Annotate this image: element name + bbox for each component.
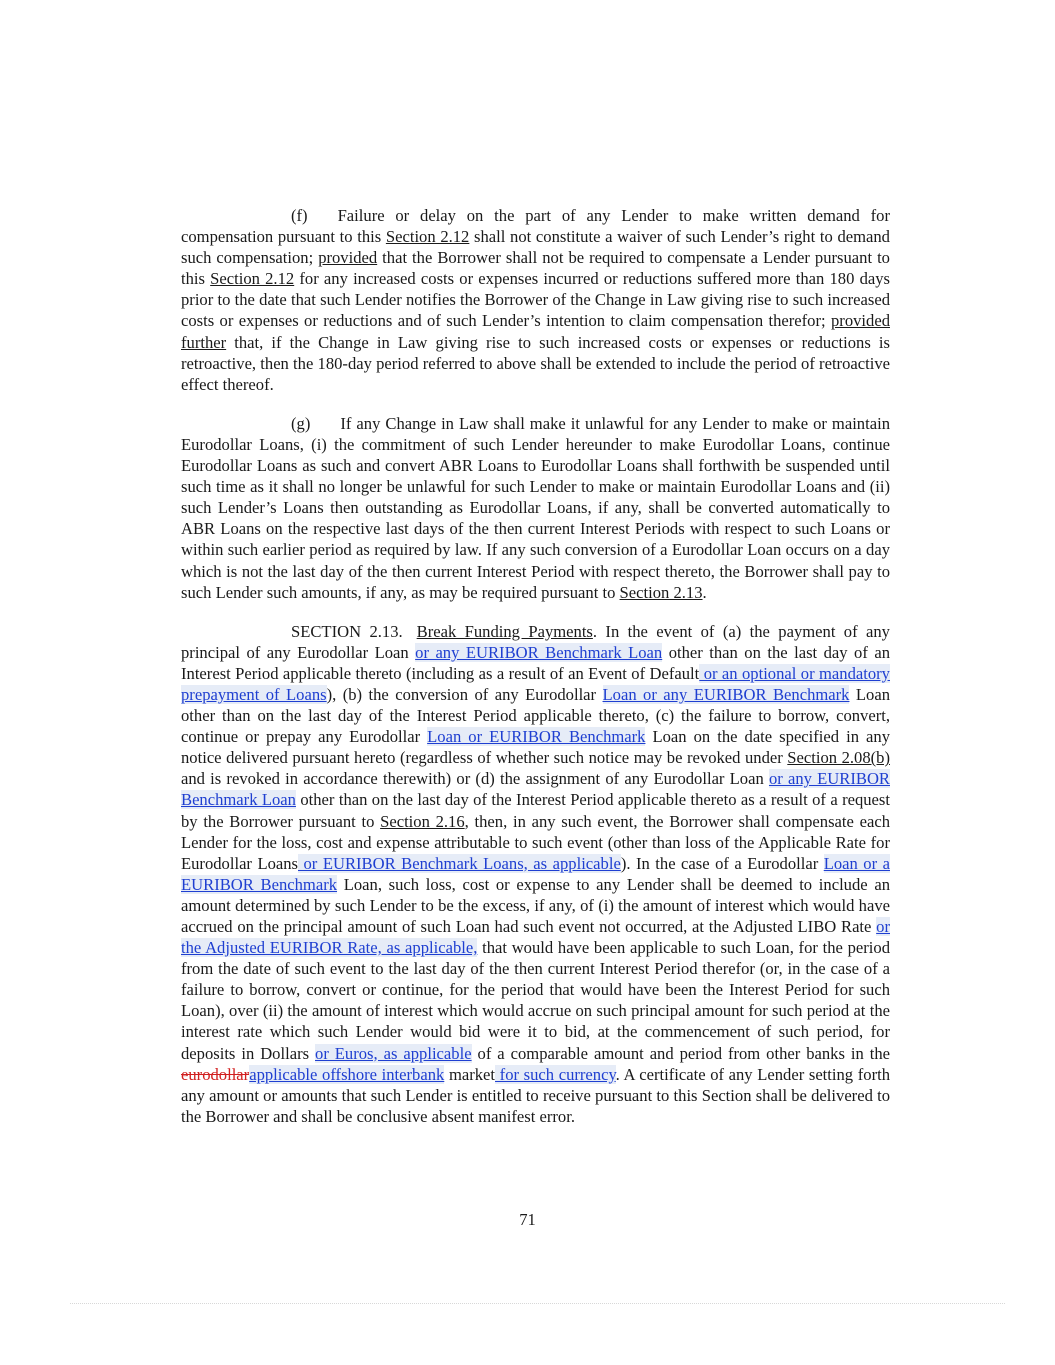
underlined-reference: further xyxy=(181,332,227,352)
inserted-text: or an optional or mandatory prepayment of Loans xyxy=(181,663,890,704)
inserted-text: or any EURIBOR Benchmark Loan xyxy=(415,642,663,662)
paragraph-text xyxy=(181,206,890,394)
underlined-reference: Section 2.16 xyxy=(380,811,465,831)
text-run: ). In the case of a Eurodollar xyxy=(620,853,824,873)
text-run: and is revoked in accordance therewith) or (d) the assignment of any Eurodollar Loan xyxy=(181,769,769,789)
paragraph-f xyxy=(181,205,890,395)
text-run: , then, in any such event, the Borrower shall compensate each Lender for the loss, cost and expense attributable to such event (other than loss of the Applicable Rate for Eurodollar Loans xyxy=(181,811,891,873)
inserted-text: or Euros, as applicable xyxy=(315,1043,472,1063)
inserted-text: applicable offshore interbank xyxy=(249,1064,445,1084)
text-run: that, if the Change in Law giving rise to such increased costs or expenses or reductions is retroactive, then the 180-day period referred to above shall be extended to include the period of retroactive effect thereof. xyxy=(181,332,890,394)
underlined-reference: Section 2.13 xyxy=(619,582,703,602)
inserted-text: Loan or EURIBOR Benchmark xyxy=(427,727,646,747)
text-run: . xyxy=(702,582,707,602)
paragraph-label: (g) xyxy=(291,413,311,433)
underlined-reference: Section 2.08(b) xyxy=(787,748,890,768)
page-number: 71 xyxy=(519,1210,536,1229)
inserted-text: for such currency xyxy=(495,1064,616,1084)
inserted-text: or EURIBOR Benchmark Loans, as applicable xyxy=(298,853,621,873)
text-run: that the Borrower shall not be required to compensate a Lender pursuant to this xyxy=(181,248,890,289)
underlined-reference: Break Funding Payments xyxy=(416,621,593,641)
text-run: Loan, such loss, cost or expense to any Lender shall be deemed to include an amount determined by such Lender to be the excess, if any, of (i) the amount of interest which would have accrued on the principal amount of such Loan had such event not occurred, at the Adjusted LIBO Rate xyxy=(181,874,891,936)
paragraph-text xyxy=(181,622,890,1126)
text-run: market xyxy=(444,1064,496,1084)
text-run: ), (b) the conversion of any Eurodollar xyxy=(326,684,603,704)
underlined-reference: Section 2.12 xyxy=(385,227,470,247)
section-2-13 xyxy=(181,621,890,1127)
paragraph-label: (f) xyxy=(291,206,308,225)
text-run: Loan other than on the last day of the Interest Period applicable thereto, (c) the failure to borrow, convert, continue or prepay any Eurodollar xyxy=(181,684,891,747)
inserted-text: or the Adjusted EURIBOR Rate, as applicable, xyxy=(181,917,890,958)
text-run: . A certificate of any Lender setting forth any amount or amounts that such Lender is entitled to receive pursuant to this Section shall be delivered to the Borrower and shall be conclusive absent manifest error. xyxy=(181,1064,890,1126)
deleted-text: eurodollar xyxy=(181,1064,250,1084)
inserted-text: Loan or any EURIBOR Benchmark xyxy=(602,684,850,704)
underlined-reference: provided xyxy=(831,311,890,331)
paragraph-text xyxy=(181,414,890,602)
text-run: other than on the last day of an Interest Period applicable thereto (including as a result of an Event of Default xyxy=(181,642,890,683)
text-run: . In the event of (a) the payment of any principal of any Eurodollar Loan xyxy=(181,621,890,662)
underlined-reference: Section 2.12 xyxy=(210,269,295,289)
text-run: If any Change in Law shall make it unlawful for any Lender to make or maintain Eurodollar Loans, (i) the commitment of such Lender hereunder to make Eurodollar Loans, continue Eurodollar Loans as such and convert ABR Loans to Eurodollar Loans shall forthwith be suspended until such time as it shall no longer be unlawful for such Lender to make or maintain Eurodollar Loans and (ii) such Lender’s Loans then outstanding as Eurodollar Loans, if any, shall be converted automatically to ABR Loans on the respective last days of the then current Interest Periods with respect to such Loans or within such earlier period as required by law. If any such conversion of a Eurodollar Loan occurs on a day which is not the last day of the then current Interest Period with respect thereto, the Borrower shall pay to such Lender such amounts, if any, as may be required pursuant to xyxy=(181,413,890,602)
text-run: that would have been applicable to such Loan, for the period from the date of such event to the last day of the then current Interest Period therefor (or, in the case of a failure to borrow, convert or continue, for the period that would have been the Interest Period for such Loan), over (ii) the amount of interest which would accrue on such principal amount for such period at the interest rate which such Lender would bid were it to bid, at the commencement of such period, for deposits in Dollars xyxy=(181,938,890,1063)
text-run: of a comparable amount and period from other banks in the xyxy=(471,1043,891,1063)
text-run: Loan on the date specified in any notice delivered pursuant hereto (regardless of whether such notice may be revoked under xyxy=(181,727,890,768)
paragraph-g xyxy=(181,413,890,603)
section-heading-label: SECTION 2.13. xyxy=(291,621,403,641)
document-body xyxy=(181,205,890,1145)
text-run: shall not constitute a waiver of such Lender’s right to demand such compensation; xyxy=(181,227,890,268)
underlined-reference: provided xyxy=(318,248,378,268)
inserted-text: Loan or a EURIBOR Benchmark xyxy=(181,853,890,894)
text-run: other than on the last day of the Interest Period applicable thereto as a result of a request by the Borrower pursuant to xyxy=(181,790,890,831)
text-run: for any increased costs or expenses incurred or reductions suffered more than 180 days prior to the date that such Lender notifies the Borrower of the Change in Law giving rise to such increased costs or expenses or reductions and of such Lender’s intention to claim compensation therefor; xyxy=(181,269,891,331)
footer-divider xyxy=(70,1303,1005,1304)
inserted-text: or any EURIBOR Benchmark Loan xyxy=(181,769,890,810)
text-run: Failure or delay on the part of any Lender to make written demand for compensation pursuant to this xyxy=(181,206,890,247)
